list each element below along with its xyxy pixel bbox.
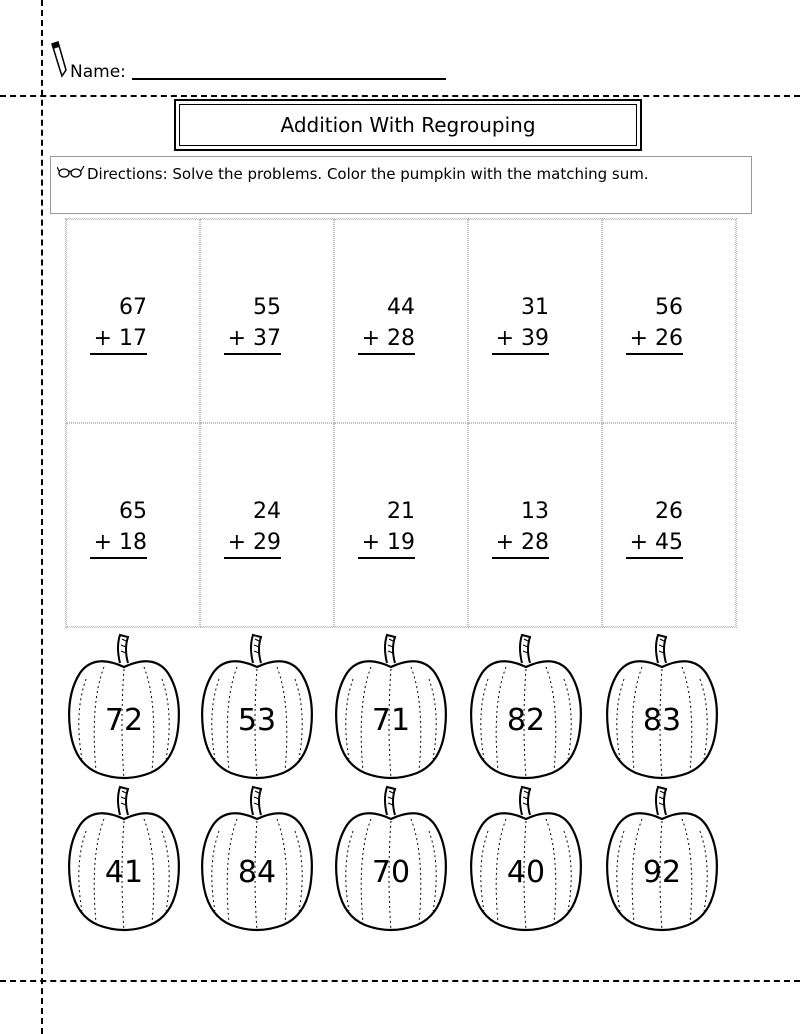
problem bbox=[358, 292, 415, 355]
addend-bottom: + 45 bbox=[626, 528, 683, 559]
pumpkin-number: 82 bbox=[506, 703, 546, 738]
left-dashed-border bbox=[41, 0, 43, 1034]
addend-top: 44 bbox=[387, 295, 415, 320]
addend-bottom: + 18 bbox=[90, 528, 147, 559]
pumpkin-number: 53 bbox=[237, 703, 277, 738]
pumpkin[interactable] bbox=[466, 785, 586, 935]
pumpkin[interactable] bbox=[331, 633, 451, 783]
name-field[interactable] bbox=[132, 78, 446, 80]
problem bbox=[90, 292, 147, 355]
problem bbox=[626, 496, 683, 559]
addend-bottom: + 28 bbox=[492, 528, 549, 559]
pumpkin-number: 71 bbox=[371, 703, 411, 738]
pumpkin-number: 92 bbox=[642, 855, 682, 890]
addend-top: 31 bbox=[521, 295, 549, 320]
addend-top: 65 bbox=[119, 499, 147, 524]
problem-cell[interactable] bbox=[602, 423, 736, 627]
glasses-icon bbox=[57, 165, 85, 179]
problem bbox=[90, 496, 147, 559]
top-dashed-border bbox=[0, 95, 800, 97]
addend-bottom: + 19 bbox=[358, 528, 415, 559]
addend-top: 13 bbox=[521, 499, 549, 524]
problem-cell[interactable] bbox=[468, 219, 602, 423]
addend-bottom: + 17 bbox=[90, 324, 147, 355]
problem-cell[interactable] bbox=[66, 219, 200, 423]
addend-top: 24 bbox=[253, 499, 281, 524]
pumpkin[interactable] bbox=[197, 633, 317, 783]
addend-top: 56 bbox=[655, 295, 683, 320]
addend-top: 67 bbox=[119, 295, 147, 320]
problem bbox=[224, 292, 281, 355]
problem bbox=[626, 292, 683, 355]
pumpkin[interactable] bbox=[64, 785, 184, 935]
addend-bottom: + 26 bbox=[626, 324, 683, 355]
pumpkin-number: 70 bbox=[371, 855, 411, 890]
pumpkin-number: 83 bbox=[642, 703, 682, 738]
problem-cell[interactable] bbox=[200, 423, 334, 627]
addend-top: 55 bbox=[253, 295, 281, 320]
name-row bbox=[48, 40, 468, 80]
addend-top: 26 bbox=[655, 499, 683, 524]
pumpkin-answers bbox=[64, 633, 744, 973]
problem bbox=[358, 496, 415, 559]
directions-text: Directions: Solve the problems. Color the pumpkin with the matching sum. bbox=[87, 165, 649, 183]
addend-bottom: + 39 bbox=[492, 324, 549, 355]
problem-cell[interactable] bbox=[334, 219, 468, 423]
pumpkin[interactable] bbox=[602, 633, 722, 783]
pumpkin[interactable] bbox=[331, 785, 451, 935]
addend-top: 21 bbox=[387, 499, 415, 524]
problem-cell[interactable] bbox=[66, 423, 200, 627]
pumpkin-number: 84 bbox=[237, 855, 277, 890]
pencil-icon bbox=[48, 40, 70, 80]
pumpkin-number: 72 bbox=[104, 703, 144, 738]
pumpkin-number: 40 bbox=[506, 855, 546, 890]
pumpkin[interactable] bbox=[602, 785, 722, 935]
name-label: Name: bbox=[70, 62, 126, 82]
problems-grid bbox=[65, 218, 737, 628]
pumpkin[interactable] bbox=[64, 633, 184, 783]
pumpkin-number: 41 bbox=[104, 855, 144, 890]
addend-bottom: + 37 bbox=[224, 324, 281, 355]
problem bbox=[492, 292, 549, 355]
directions-box bbox=[50, 156, 752, 214]
problem-cell[interactable] bbox=[334, 423, 468, 627]
addend-bottom: + 28 bbox=[358, 324, 415, 355]
pumpkin[interactable] bbox=[466, 633, 586, 783]
problem-cell[interactable] bbox=[468, 423, 602, 627]
bottom-dashed-border bbox=[0, 980, 800, 982]
page-title: Addition With Regrouping bbox=[179, 104, 637, 146]
problem-cell[interactable] bbox=[602, 219, 736, 423]
problem bbox=[492, 496, 549, 559]
addend-bottom: + 29 bbox=[224, 528, 281, 559]
problem-cell[interactable] bbox=[200, 219, 334, 423]
title-box bbox=[174, 99, 642, 151]
problem bbox=[224, 496, 281, 559]
pumpkin[interactable] bbox=[197, 785, 317, 935]
